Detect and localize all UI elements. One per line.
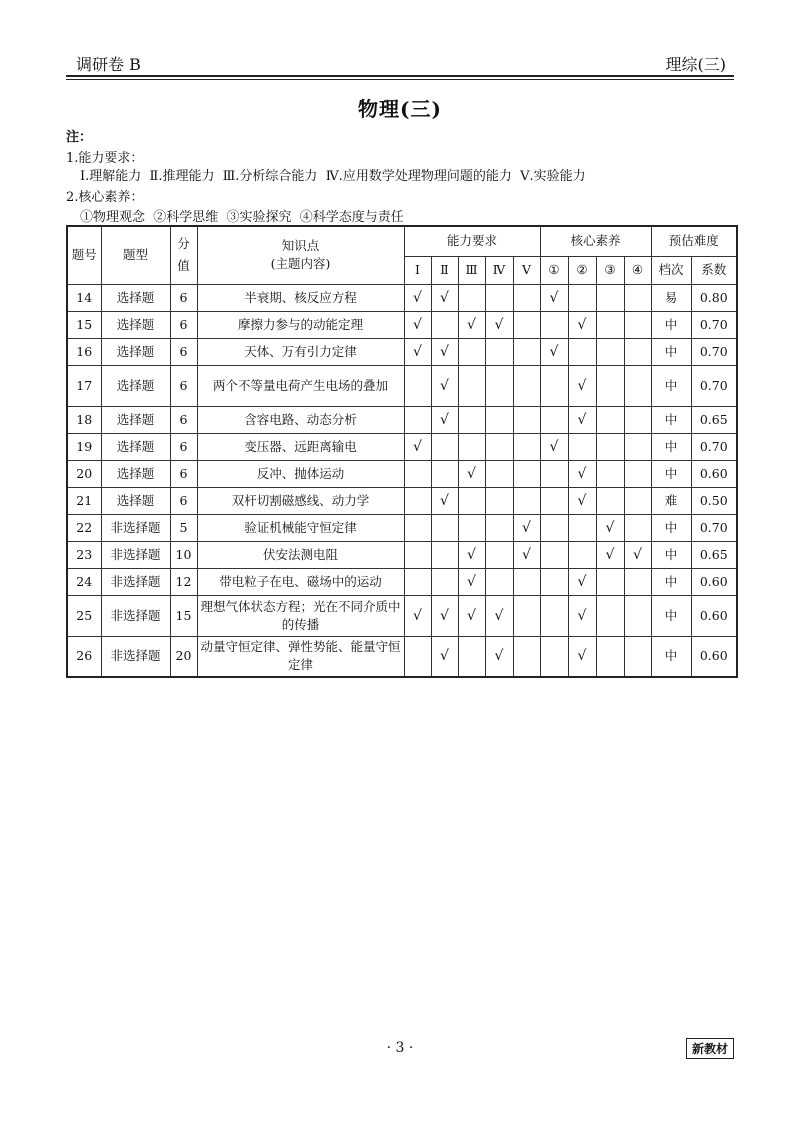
literacy-empty-cell (540, 460, 568, 487)
literacy-check-mark: √ (568, 487, 596, 514)
ability-empty-cell (458, 406, 485, 433)
literacy-empty-cell (596, 487, 624, 514)
ability-empty-cell (431, 568, 458, 595)
cell-topic: 验证机械能守恒定律 (197, 514, 404, 541)
ability-check-mark: √ (404, 284, 431, 311)
literacy-empty-cell (596, 311, 624, 338)
literacy-check-mark: √ (568, 595, 596, 636)
cell-difficulty-level: 中 (651, 541, 691, 568)
cell-difficulty-coef: 0.65 (691, 541, 737, 568)
header-knowledge-label: 知识点 (281, 238, 320, 254)
notes-item1-label: 1.能力要求： (66, 151, 144, 166)
cell-score: 15 (170, 595, 197, 636)
ability-empty-cell (458, 365, 485, 406)
header-knowledge-sub: (主题内容) (270, 256, 331, 272)
table-row (67, 487, 737, 514)
ability-check-mark: √ (458, 460, 485, 487)
literacy-empty-cell (624, 433, 651, 460)
literacy-empty-cell (624, 487, 651, 514)
table-row (67, 514, 737, 541)
cell-type: 选择题 (101, 487, 170, 514)
ability-empty-cell (513, 433, 540, 460)
header-ability-col: Ⅱ (431, 256, 458, 284)
ability-check-mark: √ (458, 541, 485, 568)
cell-difficulty-level: 难 (651, 487, 691, 514)
ability-empty-cell (485, 284, 513, 311)
ability-empty-cell (458, 284, 485, 311)
literacy-empty-cell (624, 460, 651, 487)
table-row (67, 406, 737, 433)
literacy-check-mark: √ (596, 541, 624, 568)
cell-type: 非选择题 (101, 541, 170, 568)
literacy-empty-cell (540, 365, 568, 406)
literacy-empty-cell (568, 338, 596, 365)
literacy-empty-cell (596, 636, 624, 677)
cell-topic: 变压器、远距离输电 (197, 433, 404, 460)
cell-number: 17 (67, 365, 101, 406)
ability-check-mark: √ (513, 514, 540, 541)
literacy-empty-cell (540, 541, 568, 568)
literacy-empty-cell (624, 636, 651, 677)
literacy-empty-cell (540, 514, 568, 541)
cell-difficulty-coef: 0.80 (691, 284, 737, 311)
ability-check-mark: √ (404, 338, 431, 365)
cell-number: 14 (67, 284, 101, 311)
cell-difficulty-coef: 0.70 (691, 311, 737, 338)
ability-empty-cell (458, 338, 485, 365)
cell-score: 6 (170, 311, 197, 338)
cell-type: 非选择题 (101, 568, 170, 595)
cell-topic: 动量守恒定律、弹性势能、能量守恒定律 (197, 636, 404, 677)
literacy-empty-cell (596, 284, 624, 311)
page-number: · 3 · (386, 1040, 414, 1056)
ability-empty-cell (404, 541, 431, 568)
cell-difficulty-coef: 0.65 (691, 406, 737, 433)
cell-topic: 摩擦力参与的动能定理 (197, 311, 404, 338)
header-ability-col: Ⅰ (404, 256, 431, 284)
cell-number: 15 (67, 311, 101, 338)
ability-check-mark: √ (404, 311, 431, 338)
literacy-empty-cell (596, 568, 624, 595)
cell-difficulty-coef: 0.60 (691, 636, 737, 677)
ability-check-mark: √ (431, 284, 458, 311)
cell-difficulty-level: 中 (651, 338, 691, 365)
header-rule-thick (66, 75, 734, 77)
ability-empty-cell (485, 514, 513, 541)
literacy-empty-cell (540, 595, 568, 636)
ability-empty-cell (404, 487, 431, 514)
table-row (67, 460, 737, 487)
header-difficulty-level: 档次 (651, 256, 691, 284)
cell-topic: 含容电路、动态分析 (197, 406, 404, 433)
ability-empty-cell (485, 365, 513, 406)
cell-difficulty-coef: 0.70 (691, 338, 737, 365)
cell-number: 26 (67, 636, 101, 677)
cell-difficulty-coef: 0.70 (691, 514, 737, 541)
cell-difficulty-coef: 0.70 (691, 365, 737, 406)
ability-check-mark: √ (431, 636, 458, 677)
cell-topic: 天体、万有引力定律 (197, 338, 404, 365)
notes-item2-text: ①物理观念 ②科学思维 ③实验探究 ④科学态度与责任 (80, 210, 404, 225)
literacy-check-mark: √ (568, 568, 596, 595)
cell-difficulty-coef: 0.60 (691, 460, 737, 487)
notes-item2-label: 2.核心素养： (66, 190, 144, 205)
ability-empty-cell (513, 284, 540, 311)
literacy-empty-cell (540, 406, 568, 433)
cell-number: 22 (67, 514, 101, 541)
cell-score: 10 (170, 541, 197, 568)
table-body (67, 284, 737, 677)
ability-check-mark: √ (458, 568, 485, 595)
literacy-check-mark: √ (540, 338, 568, 365)
cell-difficulty-level: 中 (651, 636, 691, 677)
ability-empty-cell (431, 514, 458, 541)
cell-number: 20 (67, 460, 101, 487)
ability-check-mark: √ (404, 433, 431, 460)
literacy-empty-cell (568, 541, 596, 568)
notes-item1-text: Ⅰ.理解能力 Ⅱ.推理能力 Ⅲ.分析综合能力 Ⅳ.应用数学处理物理问题的能力 Ⅴ.实验能力 (80, 169, 586, 184)
header-score (170, 226, 197, 284)
literacy-check-mark: √ (624, 541, 651, 568)
cell-topic: 理想气体状态方程；光在不同介质中的传播 (197, 595, 404, 636)
cell-score: 6 (170, 365, 197, 406)
literacy-empty-cell (568, 514, 596, 541)
cell-topic: 两个不等量电荷产生电场的叠加 (197, 365, 404, 406)
ability-empty-cell (513, 406, 540, 433)
header-type: 题型 (101, 226, 170, 284)
ability-empty-cell (458, 514, 485, 541)
ability-empty-cell (513, 460, 540, 487)
literacy-empty-cell (624, 284, 651, 311)
cell-type: 选择题 (101, 311, 170, 338)
ability-check-mark: √ (404, 595, 431, 636)
header-literacy-col: ③ (596, 256, 624, 284)
cell-difficulty-level: 中 (651, 433, 691, 460)
ability-empty-cell (485, 487, 513, 514)
cell-type: 非选择题 (101, 514, 170, 541)
header-ability-col: Ⅲ (458, 256, 485, 284)
table-row (67, 338, 737, 365)
header-left-label: 调研卷 B (76, 55, 141, 74)
table-row (67, 284, 737, 311)
cell-topic: 带电粒子在电、磁场中的运动 (197, 568, 404, 595)
cell-difficulty-level: 中 (651, 460, 691, 487)
cell-score: 12 (170, 568, 197, 595)
ability-empty-cell (404, 514, 431, 541)
ability-empty-cell (485, 406, 513, 433)
cell-difficulty-coef: 0.50 (691, 487, 737, 514)
ability-empty-cell (458, 433, 485, 460)
literacy-check-mark: √ (568, 636, 596, 677)
cell-score: 6 (170, 406, 197, 433)
literacy-empty-cell (624, 514, 651, 541)
table-row (67, 541, 737, 568)
cell-score: 5 (170, 514, 197, 541)
table-row (67, 433, 737, 460)
ability-check-mark: √ (431, 338, 458, 365)
literacy-empty-cell (624, 311, 651, 338)
cell-difficulty-coef: 0.60 (691, 595, 737, 636)
ability-empty-cell (404, 365, 431, 406)
cell-difficulty-level: 中 (651, 568, 691, 595)
cell-difficulty-coef: 0.60 (691, 568, 737, 595)
cell-topic: 双杆切割磁感线、动力学 (197, 487, 404, 514)
cell-type: 选择题 (101, 460, 170, 487)
ability-check-mark: √ (485, 311, 513, 338)
cell-difficulty-level: 中 (651, 406, 691, 433)
cell-number: 18 (67, 406, 101, 433)
literacy-empty-cell (540, 636, 568, 677)
ability-empty-cell (458, 636, 485, 677)
literacy-empty-cell (596, 365, 624, 406)
cell-type: 选择题 (101, 338, 170, 365)
header-literacy: 核心素养 (540, 226, 651, 256)
cell-number: 21 (67, 487, 101, 514)
cell-topic: 伏安法测电阻 (197, 541, 404, 568)
literacy-empty-cell (624, 568, 651, 595)
ability-empty-cell (513, 636, 540, 677)
ability-empty-cell (458, 487, 485, 514)
cell-topic: 半衰期、核反应方程 (197, 284, 404, 311)
ability-check-mark: √ (431, 406, 458, 433)
cell-type: 选择题 (101, 284, 170, 311)
cell-type: 选择题 (101, 433, 170, 460)
cell-number: 16 (67, 338, 101, 365)
literacy-empty-cell (624, 338, 651, 365)
cell-difficulty-level: 中 (651, 311, 691, 338)
question-analysis-table (66, 225, 738, 678)
literacy-empty-cell (596, 595, 624, 636)
literacy-empty-cell (596, 406, 624, 433)
header-rule-thin (66, 79, 734, 80)
header-right-label: 理综(三) (665, 55, 726, 74)
ability-empty-cell (404, 460, 431, 487)
cell-score: 6 (170, 284, 197, 311)
cell-score: 6 (170, 433, 197, 460)
header-difficulty: 预估难度 (651, 226, 737, 256)
ability-empty-cell (513, 365, 540, 406)
literacy-empty-cell (568, 284, 596, 311)
header-difficulty-coef: 系数 (691, 256, 737, 284)
ability-check-mark: √ (485, 636, 513, 677)
table-row (67, 595, 737, 636)
page-title: 物理(三) (358, 97, 442, 121)
literacy-empty-cell (624, 595, 651, 636)
ability-empty-cell (404, 406, 431, 433)
ability-empty-cell (431, 433, 458, 460)
cell-score: 6 (170, 460, 197, 487)
literacy-empty-cell (596, 460, 624, 487)
ability-empty-cell (485, 541, 513, 568)
cell-type: 选择题 (101, 406, 170, 433)
header-literacy-col: ④ (624, 256, 651, 284)
header-literacy-col: ② (568, 256, 596, 284)
literacy-check-mark: √ (596, 514, 624, 541)
ability-empty-cell (485, 433, 513, 460)
table-row (67, 568, 737, 595)
cell-score: 20 (170, 636, 197, 677)
cell-difficulty-coef: 0.70 (691, 433, 737, 460)
header-number: 题号 (67, 226, 101, 284)
literacy-check-mark: √ (568, 406, 596, 433)
ability-empty-cell (513, 338, 540, 365)
literacy-empty-cell (596, 338, 624, 365)
table-row (67, 311, 737, 338)
header-score-label: 分值 (177, 236, 190, 274)
table-row (67, 365, 737, 406)
ability-check-mark: √ (431, 487, 458, 514)
literacy-empty-cell (596, 433, 624, 460)
ability-empty-cell (431, 541, 458, 568)
ability-empty-cell (431, 460, 458, 487)
edition-badge: 新教材 (686, 1038, 734, 1059)
literacy-empty-cell (624, 365, 651, 406)
ability-empty-cell (513, 487, 540, 514)
cell-score: 6 (170, 487, 197, 514)
header-ability-col: Ⅴ (513, 256, 540, 284)
cell-difficulty-level: 中 (651, 514, 691, 541)
cell-number: 25 (67, 595, 101, 636)
literacy-check-mark: √ (568, 460, 596, 487)
ability-check-mark: √ (458, 595, 485, 636)
cell-type: 选择题 (101, 365, 170, 406)
ability-empty-cell (485, 460, 513, 487)
literacy-empty-cell (568, 433, 596, 460)
ability-empty-cell (431, 311, 458, 338)
ability-empty-cell (485, 568, 513, 595)
header-ability-col: Ⅳ (485, 256, 513, 284)
literacy-empty-cell (540, 311, 568, 338)
ability-empty-cell (485, 338, 513, 365)
cell-difficulty-level: 中 (651, 365, 691, 406)
literacy-empty-cell (624, 406, 651, 433)
header-knowledge (197, 226, 404, 284)
cell-score: 6 (170, 338, 197, 365)
ability-empty-cell (404, 568, 431, 595)
ability-check-mark: √ (431, 595, 458, 636)
cell-number: 23 (67, 541, 101, 568)
literacy-check-mark: √ (540, 433, 568, 460)
cell-type: 非选择题 (101, 636, 170, 677)
cell-number: 24 (67, 568, 101, 595)
cell-difficulty-level: 中 (651, 595, 691, 636)
header-literacy-col: ① (540, 256, 568, 284)
ability-check-mark: √ (513, 541, 540, 568)
cell-type: 非选择题 (101, 595, 170, 636)
literacy-check-mark: √ (568, 311, 596, 338)
literacy-check-mark: √ (568, 365, 596, 406)
cell-number: 19 (67, 433, 101, 460)
header-ability: 能力要求 (404, 226, 540, 256)
ability-check-mark: √ (431, 365, 458, 406)
ability-empty-cell (513, 595, 540, 636)
literacy-empty-cell (540, 487, 568, 514)
notes-heading: 注： (66, 130, 93, 145)
ability-empty-cell (513, 568, 540, 595)
literacy-check-mark: √ (540, 284, 568, 311)
ability-check-mark: √ (485, 595, 513, 636)
ability-check-mark: √ (458, 311, 485, 338)
ability-empty-cell (404, 636, 431, 677)
literacy-empty-cell (540, 568, 568, 595)
cell-difficulty-level: 易 (651, 284, 691, 311)
cell-topic: 反冲、抛体运动 (197, 460, 404, 487)
ability-empty-cell (513, 311, 540, 338)
table-row (67, 636, 737, 677)
